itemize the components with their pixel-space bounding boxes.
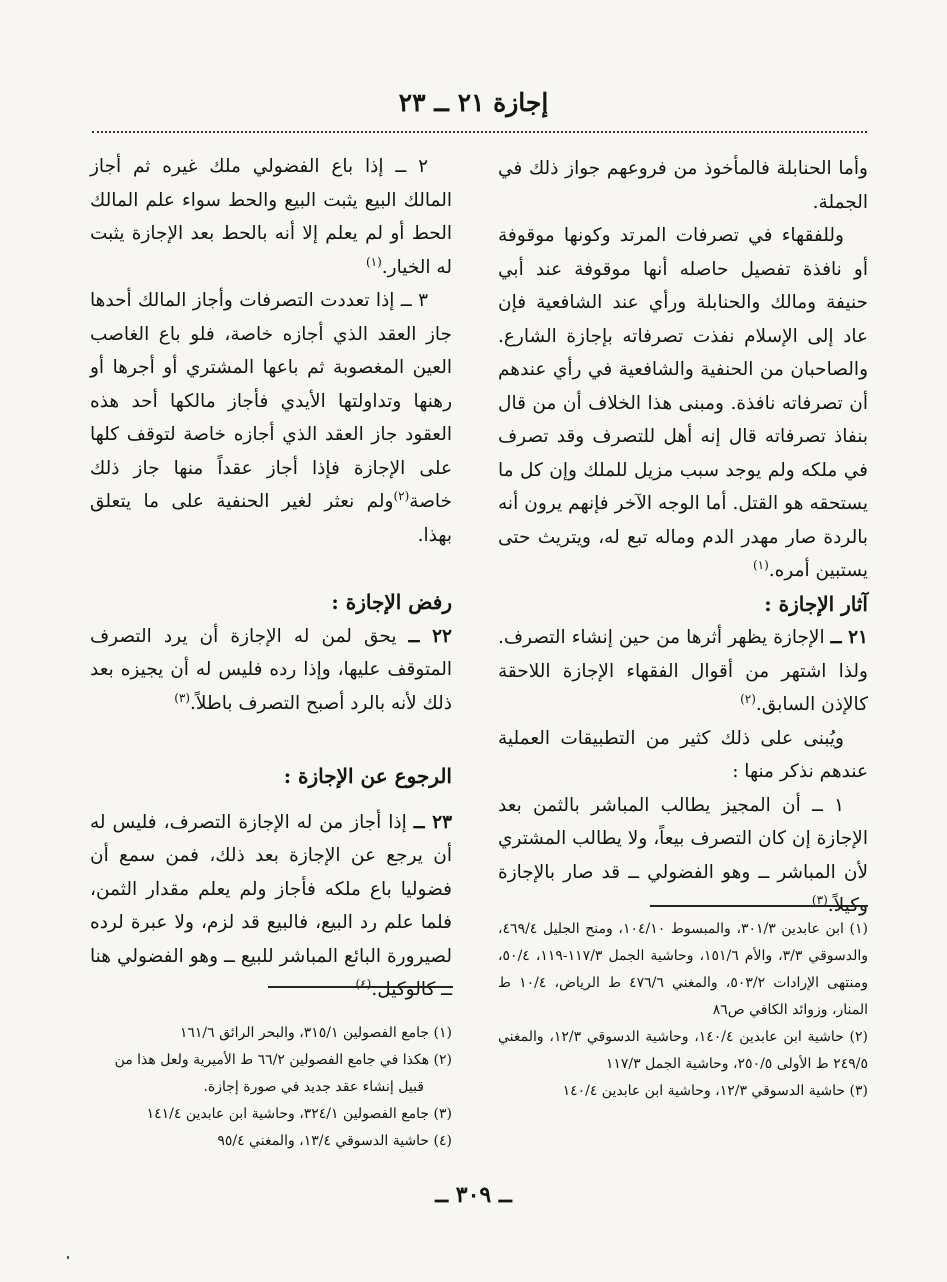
scan-speck [67, 1256, 69, 1259]
footnote-ref: (٣) [811, 892, 828, 907]
footnote-2-continuation: قبيل إنشاء عقد جديد في صورة إجازة. [203, 1079, 424, 1095]
paragraph-23 [90, 806, 452, 1007]
footnote-3: (٣) جامع الفصولين ٣٢٤/١، وحاشية ابن عابدين ١٤١/٤ [146, 1106, 452, 1122]
footnote-ref: (٢) [393, 488, 410, 503]
footnote-1: (١) ابن عابدين ٣٠١/٣، والمبسوط ١٠٤/١٠، ومنح الجليل ٤٦٩/٤، والدسوقي ٣/٣، والأم ١٥١/٦، وحاشية الجمل ١١٧/٣-١١٩، ٥٠/٤، ومنتهى الإرادات ٥٠٣/٢، والمغني ٤٧٦/٦ ط الرياض، ١٠/٤ ط المنار، وزوائد الكافي ص٨٦ [498, 921, 868, 1018]
footnote-2: (٢) حاشية ابن عابدين ١٤٠/٤، وحاشية الدسوقي ١٢/٣، والمغني ٢٤٩/٥ ط الأولى ٢٥٠/٥، وحاشية الجمل ١١٧/٣ [498, 1029, 868, 1072]
footnotes-right [498, 916, 868, 1105]
footnote-4: (٤) حاشية الدسوقي ١٣/٤، والمغني ٩٥/٤ [217, 1133, 452, 1149]
section-heading-athar: آثار الإجازة : [764, 591, 868, 616]
paragraph-21-text: الإجازة يظهر أثرها من حين إنشاء التصرف. ولذا اشتهر من أقوال الفقهاء الإجازة اللاحقة كالإذن السابق. [498, 627, 868, 715]
paragraph-item-1 [498, 789, 868, 923]
paragraph-23-text: إذا أجاز من له الإجازة التصرف، فليس له أن يرجع عن الإجازة بعد ذلك، فمن سمع أن فضوليا باع ملكه فأجاز ولم يعلم مقدار الثمن، فلما علم رد البيع، فالبيع قد لزم، ولا عبرة لرده لصيرورة البائع المباشر للبيع ــ وهو الفضولي هنا ــ كالوكيل. [90, 811, 452, 1000]
footnote-divider-right [650, 905, 868, 907]
footnotes-left [90, 1020, 452, 1155]
paragraph-item-1-text: ١ ــ أن المجيز يطالب المباشر بالثمن بعد الإجازة إن كان التصرف بيعاً، ولا يطالب المشتري لأن المباشر ــ وهو الفضولي ــ قد صار بالإجازة وكيلاً. [498, 794, 868, 916]
paragraph-item-3-text: ٣ ــ إذا تعددت التصرفات وأجاز المالك أحدها جاز العقد الذي أجازه خاصة، فلو باع الغاصب العين المغصوبة ثم باعها المشتري أو أجرها أو رهنها وتداولتها الأيدي فأجاز مالكها أحد هذه العقود جاز العقد الذي أجازه خاصة لتوقف كلها على الإجازة فإذا أجاز عقداً منها جاز ذلك خاصة [90, 290, 452, 512]
paragraph-murtad [498, 219, 868, 588]
paragraph-item-3-tail: ولم نعثر لغير الحنفية على ما يتعلق بهذا. [90, 491, 452, 546]
section-number: ٢٢ ــ [408, 625, 452, 647]
footnote-ref: (١) [752, 557, 769, 572]
footnote-2: (٢) هكذا في جامع الفصولين ٦٦/٢ ط الأميرية ولعل هذا من [114, 1052, 452, 1068]
section-number: ٢١ ــ [830, 627, 868, 648]
footnote-ref: (١) [365, 254, 382, 269]
section-number: ٢٣ ــ [413, 811, 453, 833]
footnote-divider-left [268, 986, 453, 988]
footnote-3: (٣) حاشية الدسوقي ١٢/٣، وحاشية ابن عابدين ١٤٠/٤ [562, 1083, 868, 1099]
left-column [90, 150, 452, 1007]
paragraph-21 [498, 621, 868, 722]
footnote-ref: (٣) [174, 690, 191, 705]
footnote-1: (١) جامع الفصولين ٣١٥/١، والبحر الرائق ١٦١/٦ [179, 1025, 452, 1041]
paragraph-item-3 [90, 284, 452, 552]
paragraph-item-2 [90, 150, 452, 284]
section-heading-rujoo: الرجوع عن الإجازة : [283, 764, 452, 788]
paragraph-22 [90, 620, 452, 721]
header-divider [92, 131, 867, 133]
paragraph-murtad-text: وللفقهاء في تصرفات المرتد وكونها موقوفة أو نافذة تفصيل حاصله أنها موقوفة عند أبي حنيفة ومالك والحنابلة ورأي عند الشافعية فإن عاد إلى الإسلام نفذت تصرفاته بإجازة الشارع. والصاحبان من الحنفية والشافعية في رأي عندهم أن تصرفاته نافذة. ومبنى هذا الخلاف أن من قال بنفاذ تصرفاته قال إنه أهل للتصرف وقد تصرف في ملكه ولم يوجد سبب مزيل للملك وإن كل ما يستحقه هو القتل. أما الوجه الآخر فإنهم يرون أنه بالردة صار مهدر الدم وماله تبع له، ويتريث حتى يستبين أمره. [498, 225, 868, 581]
section-heading-rafd: رفض الإجازة : [331, 590, 452, 614]
footnote-ref: (٢) [740, 691, 756, 706]
paragraph-applications: ويُبنى على ذلك كثير من التطبيقات العملية عندهم نذكر منها : [498, 727, 868, 782]
footnote-ref: (٤) [355, 976, 372, 991]
paragraph-item-2-text: ٢ ــ إذا باع الفضولي ملك غيره ثم أجاز المالك البيع يثبت البيع والحط سواء علم المالك الحط أو لم يعلم إلا أنه بالحط بعد الإجازة يثبت له الخيار. [90, 156, 452, 278]
right-column [498, 152, 868, 923]
running-header: إجازة ٢١ ــ ٢٣ [398, 88, 549, 117]
paragraph-22-text: يحق لمن له الإجازة أن يرد التصرف المتوقف عليها، وإذا رده فليس له أن يجيزه بعد ذلك لأنه بالرد أصبح التصرف باطلاً. [90, 625, 452, 714]
page-number: ــ ٣٠٩ ــ [435, 1182, 512, 1208]
paragraph-hanabila: وأما الحنابلة فالمأخوذ من فروعهم جواز ذلك في الجملة. [498, 158, 868, 213]
